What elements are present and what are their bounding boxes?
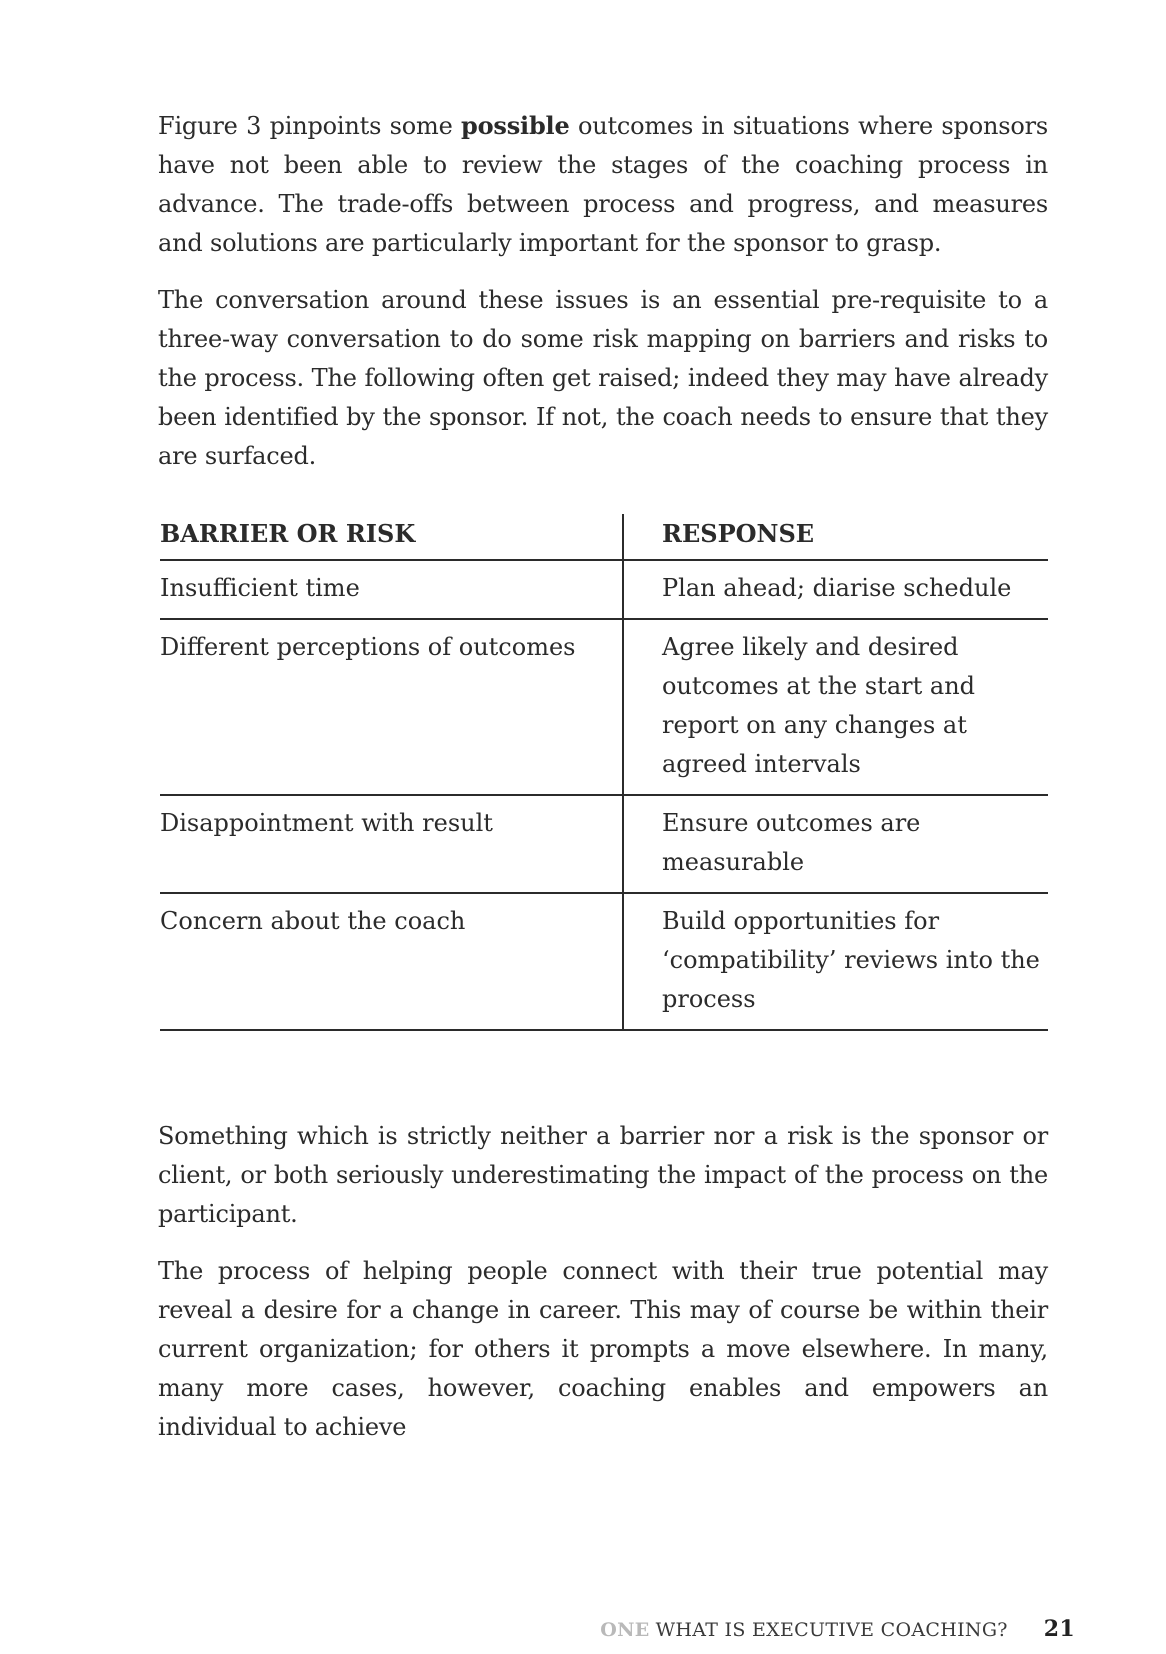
chapter-title: WHAT IS EXECUTIVE COACHING? <box>655 1619 1008 1641</box>
barrier-cell: Concern about the coach <box>160 893 623 1030</box>
response-cell: Ensure outcomes are measurable <box>623 795 1048 893</box>
response-cell: Plan ahead; diarise schedule <box>623 560 1048 619</box>
barrier-cell: Disappointment with result <box>160 795 623 893</box>
intro-emphasis: possible <box>461 111 570 140</box>
intro-paragraph <box>158 106 1048 263</box>
barrier-risk-table <box>160 514 1048 1031</box>
page-footer <box>600 1616 1075 1642</box>
response-cell: Build opportunities for ‘compatibility’ reviews into the process <box>623 893 1048 1030</box>
table-row <box>160 795 1048 893</box>
barrier-cell: Insufficient time <box>160 560 623 619</box>
table-row <box>160 893 1048 1030</box>
table-row <box>160 560 1048 619</box>
page-body <box>158 106 1048 1465</box>
barrier-cell: Different perceptions of outcomes <box>160 619 623 795</box>
underestimation-paragraph: Something which is strictly neither a barrier nor a risk is the sponsor or client, or both seriously underestimating the impact of the process on the participant. <box>158 1122 1048 1228</box>
table-row <box>160 619 1048 795</box>
response-cell: Agree likely and desired outcomes at the start and report on any changes at agreed intervals <box>623 619 1048 795</box>
chapter-number: ONE <box>600 1619 650 1641</box>
table-header-row <box>160 514 1048 560</box>
header-response: RESPONSE <box>623 514 1048 560</box>
header-barrier: BARRIER OR RISK <box>160 514 623 560</box>
conversation-paragraph: The conversation around these issues is an essential pre-requisite to a three-way conversation to do some risk mapping on barriers and risks to the process. The following often get raised; indeed they may have already been identified by the sponsor. If not, the coach needs to ensure that they are surfaced. <box>158 286 1048 470</box>
potential-paragraph: The process of helping people connect with their true potential may reveal a desire for a change in career. This may of course be within their current organization; for others it prompts a move elsewhere. In many, many more cases, however, coaching enables and empowers an individual to achieve <box>158 1257 1048 1441</box>
intro-text-start: Figure 3 pinpoints some <box>158 112 462 140</box>
page-number: 21 <box>1043 1616 1075 1642</box>
intro-text-end: outcomes in situations where sponsors have not been able to review the stages of the coaching process in advance. The trade-offs between process and progress, and measures and solutions are particularly important for the sponsor to grasp. <box>158 112 1048 257</box>
